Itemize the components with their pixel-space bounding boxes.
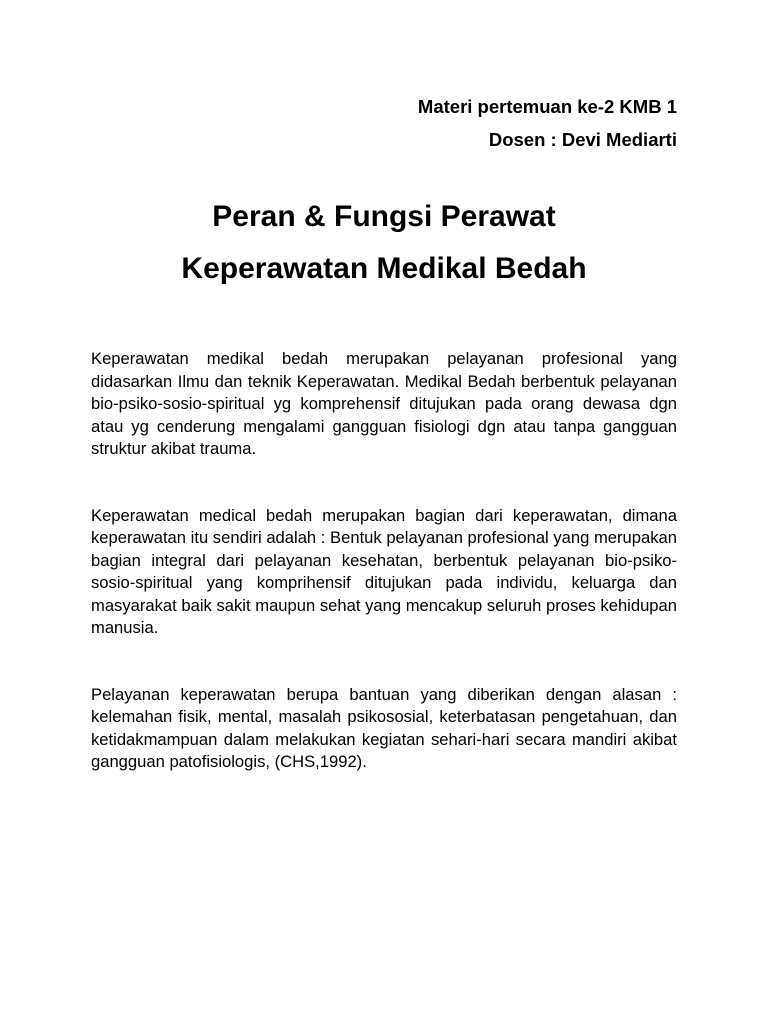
title-line-2: Keperawatan Medikal Bedah [181, 252, 587, 285]
paragraph-3: Pelayanan keperawatan berupa bantuan yang diberikan dengan alasan : kelemahan fisik, mental, masalah psikososial, keterbatasan pengetahuan, dan ketidakmampuan dalam melakukan kegiatan sehari-hari secara mandiri akibat gangguan patofisiologis, (CHS,1992). [91, 684, 677, 771]
title-line-1: Peran & Fungsi Perawat [212, 200, 556, 233]
meeting-label: Materi pertemuan ke-2 KMB 1 [417, 96, 677, 117]
document-body [91, 348, 677, 774]
paragraph-1: Keperawatan medikal bedah merupakan pelayanan profesional yang didasarkan Ilmu dan teknik Keperawatan. Medikal Bedah berbentuk pelayanan bio-psiko-sosio-spiritual yg komprehensif ditujukan pada orang dewasa dgn atau yg cenderung mengalami gangguan fisiologi dgn atau tanpa gangguan struktur akibat trauma. [91, 349, 677, 458]
lecturer-label: Dosen : Devi Mediarti [488, 129, 677, 150]
paragraph-2: Keperawatan medical bedah merupakan bagian dari keperawatan, dimana keperawatan itu sendiri adalah : Bentuk pelayanan profesional yang merupakan bagian integral dari pelayanan kesehatan, berbentuk pelayanan bio-psiko-sosio-spiritual yang komprihensif ditujukan pada individu, keluarga dan masyarakat baik sakit maupun sehat yang mencakup seluruh proses kehidupan manusia. [91, 505, 677, 637]
document-title [0, 191, 768, 295]
document-header [418, 90, 677, 156]
